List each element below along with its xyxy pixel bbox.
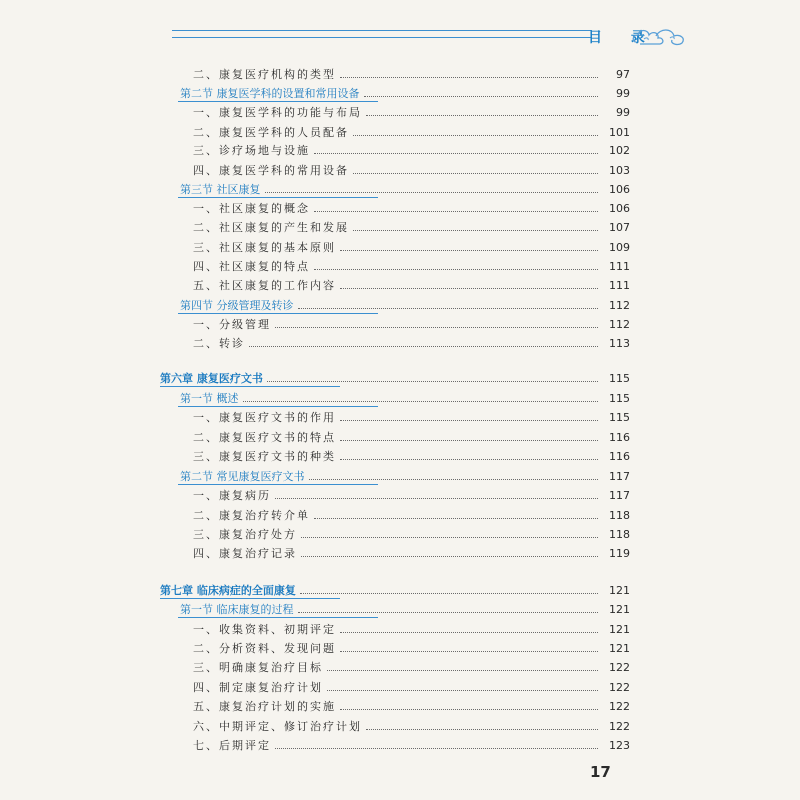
toc-entry-title: 第二节 常见康复医疗文书 [180, 470, 305, 483]
toc-page-number: 112 [609, 299, 630, 312]
toc-item-entry[interactable] [160, 158, 630, 178]
toc-chapter-entry[interactable] [160, 578, 630, 598]
toc-page-number: 109 [609, 241, 630, 254]
toc-page-number: 107 [609, 221, 630, 234]
toc-entry-title: 二、社区康复的产生和发展 [193, 221, 349, 234]
toc-entry-title: 三、诊疗场地与设施 [193, 144, 310, 157]
toc-entry-title: 三、康复医疗文书的种类 [193, 450, 336, 463]
dot-leader [314, 210, 598, 212]
toc-entry-title: 二、康复治疗转介单 [193, 509, 310, 522]
toc-item-entry[interactable] [160, 425, 630, 445]
toc-item-entry[interactable] [160, 483, 630, 503]
dot-leader [275, 747, 598, 749]
dot-leader [298, 611, 599, 613]
toc-page-number: 115 [609, 392, 630, 405]
dot-leader [366, 728, 598, 730]
toc-page-number: 122 [609, 681, 630, 694]
toc-page-number: 121 [609, 584, 630, 597]
toc-entry-title: 六、中期评定、修订治疗计划 [193, 720, 362, 733]
dot-leader [265, 191, 599, 193]
dot-leader [275, 497, 598, 499]
toc-entry-title: 二、康复医疗文书的特点 [193, 431, 336, 444]
dot-leader [243, 400, 599, 402]
toc-entry-title: 一、社区康复的概念 [193, 202, 310, 215]
dot-leader [353, 134, 598, 136]
toc-page-number: 106 [609, 202, 630, 215]
dot-leader [340, 249, 598, 251]
toc-item-entry[interactable] [160, 714, 630, 734]
toc-page-number: 121 [609, 603, 630, 616]
toc-entry-title: 第一节 临床康复的过程 [180, 603, 294, 616]
toc-item-entry[interactable] [160, 215, 630, 235]
dot-leader [327, 669, 598, 671]
toc-entry-title: 二、康复医疗机构的类型 [193, 68, 336, 81]
toc-item-entry[interactable] [160, 273, 630, 293]
page-number: 17 [590, 763, 611, 781]
toc-page-number: 119 [609, 547, 630, 560]
dot-leader [340, 439, 598, 441]
toc-entry-title: 一、分级管理 [193, 318, 271, 331]
toc-section-entry[interactable] [160, 293, 630, 313]
toc-item-entry[interactable] [160, 617, 630, 637]
toc-page-number: 112 [609, 318, 630, 331]
toc-page-number: 111 [609, 279, 630, 292]
toc-entry-title: 七、后期评定 [193, 739, 271, 752]
toc-item-entry[interactable] [160, 636, 630, 656]
toc-item-entry[interactable] [160, 120, 630, 140]
toc-entry-title: 四、康复治疗记录 [193, 547, 297, 560]
dot-leader [314, 152, 598, 154]
toc-entry-title: 第二节 康复医学科的设置和常用设备 [180, 87, 360, 100]
toc-entry-title: 五、社区康复的工作内容 [193, 279, 336, 292]
toc-entry-title: 四、康复医学科的常用设备 [193, 164, 349, 177]
toc-chapter-entry[interactable] [160, 366, 630, 386]
toc-item-entry[interactable] [160, 254, 630, 274]
toc-item-entry[interactable] [160, 503, 630, 523]
toc-entry-title: 一、收集资料、初期评定 [193, 623, 336, 636]
toc-page-number: 122 [609, 700, 630, 713]
dot-leader [353, 172, 598, 174]
toc-page-number: 118 [609, 528, 630, 541]
dot-leader [340, 287, 598, 289]
toc-entry-title: 第七章 临床病症的全面康复 [160, 584, 296, 597]
toc-page-number: 102 [609, 144, 630, 157]
page-title: 目 录 [588, 30, 657, 46]
toc-page-number: 99 [616, 87, 630, 100]
toc-page-number: 103 [609, 164, 630, 177]
toc-section-entry[interactable] [160, 597, 630, 617]
toc-section-entry[interactable] [160, 464, 630, 484]
toc-page-number: 117 [609, 470, 630, 483]
toc-item-entry[interactable] [160, 655, 630, 675]
dot-leader [340, 419, 598, 421]
toc-page-number: 106 [609, 183, 630, 196]
toc-page-number: 116 [609, 431, 630, 444]
toc-item-entry[interactable] [160, 694, 630, 714]
toc-entry-title: 三、康复治疗处方 [193, 528, 297, 541]
toc-entry-title: 三、社区康复的基本原则 [193, 241, 336, 254]
toc-item-entry[interactable] [160, 733, 630, 753]
toc-page-number: 117 [609, 489, 630, 502]
toc-item-entry[interactable] [160, 522, 630, 542]
toc-page-number: 99 [616, 106, 630, 119]
dot-leader [300, 592, 598, 594]
toc-entry-title: 四、社区康复的特点 [193, 260, 310, 273]
toc-item-entry[interactable] [160, 235, 630, 255]
toc-entry-title: 二、分析资料、发现问题 [193, 642, 336, 655]
toc-entry-title: 第六章 康复医疗文书 [160, 372, 263, 385]
toc-entry-title: 一、康复医学科的功能与布局 [193, 106, 362, 119]
dot-leader [301, 555, 598, 557]
toc-page-number: 115 [609, 372, 630, 385]
toc-section-entry[interactable] [160, 386, 630, 406]
toc-page-number: 121 [609, 642, 630, 655]
dot-leader [249, 345, 598, 347]
toc-page-number: 123 [609, 739, 630, 752]
toc-entry-title: 三、明确康复治疗目标 [193, 661, 323, 674]
toc-page-number: 118 [609, 509, 630, 522]
toc-item-entry[interactable] [160, 62, 630, 82]
toc-item-entry[interactable] [160, 100, 630, 120]
toc-entry-title: 一、康复医疗文书的作用 [193, 411, 336, 424]
dot-leader [301, 536, 598, 538]
toc-page-number: 115 [609, 411, 630, 424]
dot-leader [340, 76, 598, 78]
toc-page-number: 111 [609, 260, 630, 273]
toc-page-number: 122 [609, 661, 630, 674]
toc-entry-title: 五、康复治疗计划的实施 [193, 700, 336, 713]
dot-leader [275, 326, 598, 328]
toc-entry-title: 第三节 社区康复 [180, 183, 261, 196]
toc-entry-title: 二、康复医学科的人员配备 [193, 126, 349, 139]
dot-leader [327, 689, 598, 691]
toc-page-number: 121 [609, 623, 630, 636]
dot-leader [340, 631, 598, 633]
toc-entry-title: 二、转诊 [193, 337, 245, 350]
toc-entry-title: 四、制定康复治疗计划 [193, 681, 323, 694]
cloud-ornament-icon [630, 24, 690, 50]
toc-item-entry[interactable] [160, 675, 630, 695]
toc-item-entry[interactable] [160, 196, 630, 216]
toc-item-entry[interactable] [160, 138, 630, 158]
dot-leader [298, 307, 599, 309]
toc-item-entry[interactable] [160, 331, 630, 351]
dot-leader [366, 114, 598, 116]
toc-section-entry[interactable] [160, 81, 630, 101]
toc-item-entry[interactable] [160, 405, 630, 425]
dot-leader [340, 708, 598, 710]
toc-item-entry[interactable] [160, 444, 630, 464]
dot-leader [314, 268, 598, 270]
dot-leader [309, 478, 599, 480]
toc-page-number: 101 [609, 126, 630, 139]
header-rule [172, 30, 592, 38]
dot-leader [314, 517, 598, 519]
toc-page-number: 97 [616, 68, 630, 81]
dot-leader [267, 380, 598, 382]
toc-entry-title: 第四节 分级管理及转诊 [180, 299, 294, 312]
toc-page-number: 113 [609, 337, 630, 350]
toc-entry-title: 一、康复病历 [193, 489, 271, 502]
toc-item-entry[interactable] [160, 541, 630, 561]
toc-section-entry[interactable] [160, 177, 630, 197]
toc-page-number: 116 [609, 450, 630, 463]
dot-leader [364, 95, 599, 97]
dot-leader [353, 229, 598, 231]
dot-leader [340, 650, 598, 652]
dot-leader [340, 458, 598, 460]
toc-entry-title: 第一节 概述 [180, 392, 239, 405]
toc-item-entry[interactable] [160, 312, 630, 332]
toc-page-number: 122 [609, 720, 630, 733]
